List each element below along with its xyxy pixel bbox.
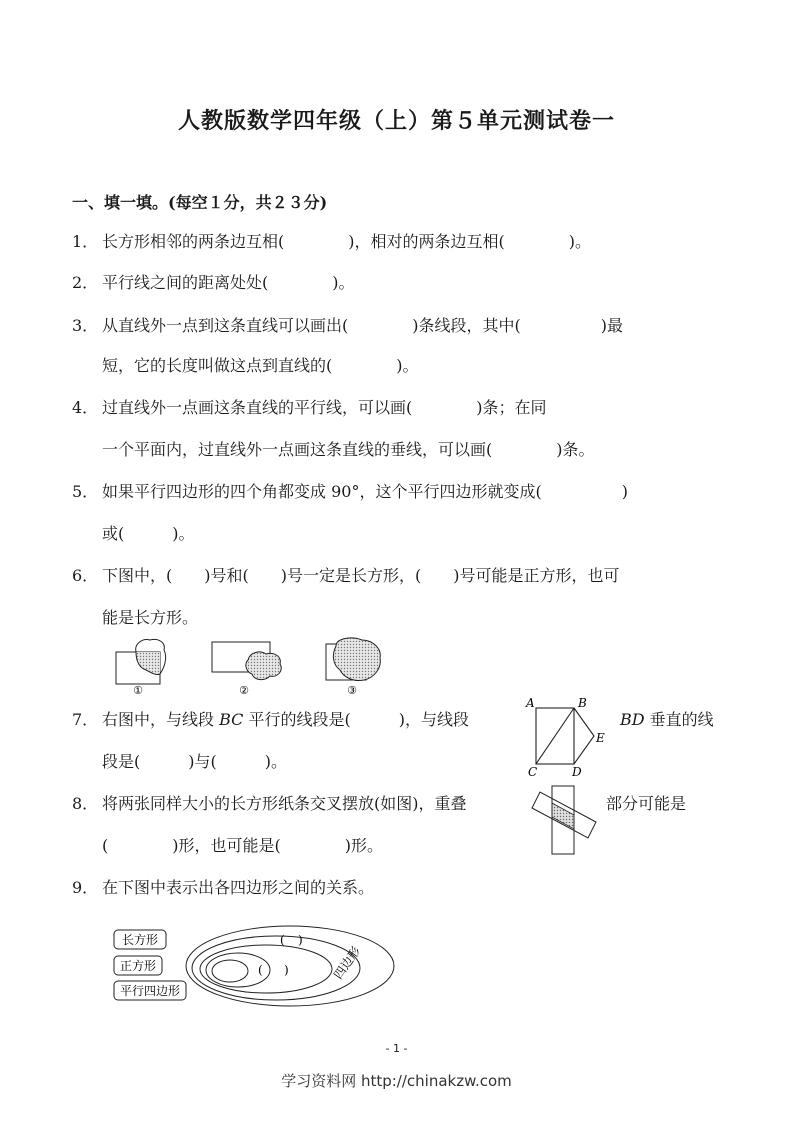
question-number: 7． (72, 710, 99, 729)
point-a: A (526, 696, 535, 710)
point-c: C (528, 765, 538, 778)
figure-2-label: ② (239, 684, 249, 697)
question-8-right: 部分可能是 (606, 794, 687, 813)
question-text: 下图中，( )号和( )号一定是长方形，( )号可能是正方形，也可 (102, 566, 620, 585)
question-text: 平行线之间的距离处处( )。 (102, 273, 355, 292)
question-1 (72, 232, 591, 252)
svg-text:正方形: 正方形 (119, 959, 157, 973)
question-text: 从直线外一点到这条直线可以画出( )条线段，其中( )最 (102, 316, 623, 335)
question-number: 5． (72, 482, 99, 501)
question-text: 将两张同样大小的长方形纸条交叉摆放(如图)，重叠 (102, 794, 467, 813)
figure-1-label: ① (133, 684, 143, 697)
question-text: 右图中，与线段 (102, 710, 220, 729)
svg-text:平行四边形: 平行四边形 (119, 984, 181, 998)
question-number: 4． (72, 398, 99, 417)
question-7 (72, 710, 469, 730)
q9-figure (108, 916, 398, 1008)
question-text: 在下图中表示出各四边形之间的关系。 (102, 878, 375, 897)
question-6 (72, 566, 619, 586)
point-b: B (578, 696, 587, 710)
point-d: D (572, 765, 582, 778)
question-9 (72, 878, 374, 898)
question-5 (72, 482, 628, 502)
question-text: 长方形相邻的两条边互相( )，相对的两条边互相( )。 (102, 232, 591, 251)
figure-2 (212, 642, 281, 680)
q6-figures (100, 634, 400, 698)
question-7-right (620, 710, 714, 730)
question-5-continued: 或( )。 (102, 524, 195, 543)
question-3-continued: 短，它的长度叫做这点到直线的( )。 (102, 356, 419, 375)
segment-bc: BC (219, 710, 244, 729)
blank-close-1: ) (298, 933, 303, 947)
page-number: - 1 - (385, 1042, 408, 1055)
page-title: 人教版数学四年级（上）第５单元测试卷一 (177, 108, 615, 134)
question-7-continued: 段是( )与( )。 (102, 752, 287, 771)
label-square (114, 956, 162, 975)
question-text: 平行的线段是( )，与线段 (243, 710, 469, 729)
question-text: 垂直的线 (644, 710, 714, 729)
svg-text:长方形: 长方形 (121, 933, 159, 947)
figure-1 (116, 639, 166, 684)
blank-open-1: ( (280, 933, 285, 947)
question-8-continued: ( )形，也可能是( )形。 (102, 836, 383, 855)
question-2 (72, 273, 355, 293)
blank-close-2: ) (284, 963, 289, 977)
label-rectangle (114, 930, 166, 949)
question-6-continued: 能是长方形。 (102, 608, 199, 627)
question-3 (72, 316, 623, 336)
label-parallelogram (114, 981, 186, 1000)
q8-figure (526, 782, 602, 858)
question-text: 如果平行四边形的四个角都变成 90°，这个平行四边形就变成( ) (102, 482, 628, 501)
question-text: 过直线外一点画这条直线的平行线，可以画( )条；在同 (102, 398, 547, 417)
figure-3-label: ③ (347, 684, 357, 697)
blank-open-2: ( (258, 963, 263, 977)
question-4-continued: 一个平面内，过直线外一点画这条直线的垂线，可以画( )条。 (102, 440, 595, 459)
section-heading-1: 一、填一填。(每空１分，共２３分) (72, 193, 328, 212)
question-number: 8． (72, 794, 99, 813)
question-8 (72, 794, 467, 814)
question-number: 6． (72, 566, 99, 585)
point-e: E (596, 731, 605, 745)
label-quadrilateral: 四边形 (330, 944, 364, 982)
question-number: 2． (72, 273, 99, 292)
footer-watermark: 学习资料网 http://chinakzw.com (281, 1072, 512, 1090)
q7-figure (520, 696, 610, 778)
question-number: 1． (72, 232, 99, 251)
question-4 (72, 398, 547, 418)
question-number: 9． (72, 878, 99, 897)
segment-bd: BD (620, 710, 645, 729)
figure-3 (326, 638, 380, 681)
question-number: 3． (72, 316, 99, 335)
